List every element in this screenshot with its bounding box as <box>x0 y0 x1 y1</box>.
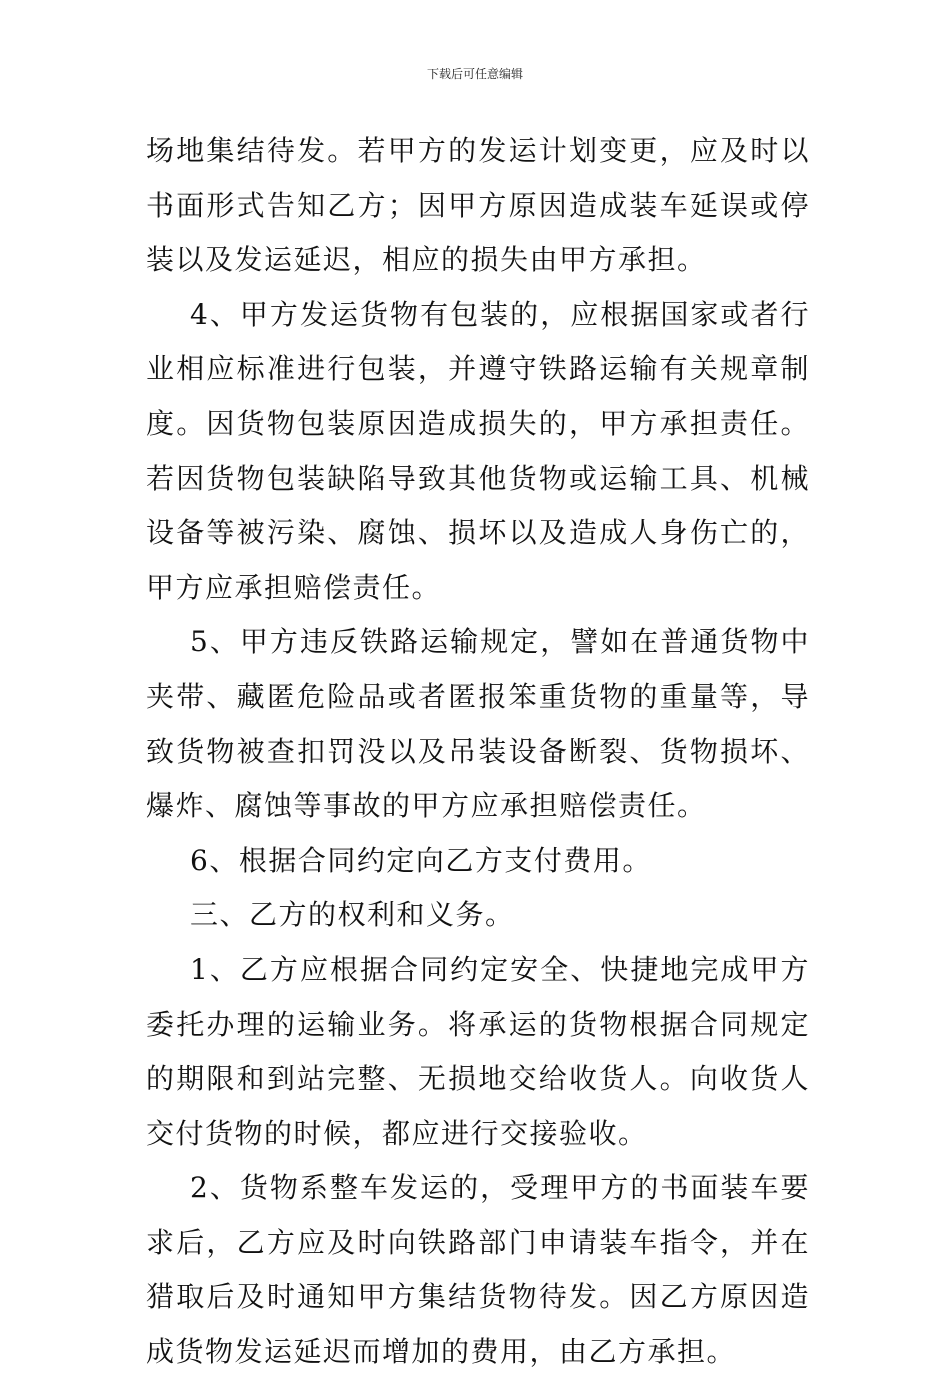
paragraph-continuation: 场地集结待发。若甲方的发运计划变更，应及时以书面形式告知乙方；因甲方原因造成装车延误或停装以及发运延迟，相应的损失由甲方承担。 <box>146 134 810 277</box>
paragraph-item-4: 4、甲方发运货物有包装的，应根据国家或者行业相应标准进行包装，并遵守铁路运输有关规章制度。因货物包装原因造成损失的，甲方承担责任。若因货物包装缺陷导致其他货物或运输工具、机械设备等被污染、腐蚀、损坏以及造成人身伤亡的，甲方应承担赔偿责任。 <box>146 297 810 604</box>
document-body <box>146 124 810 1380</box>
paragraph-item-5: 5、甲方违反铁路运输规定，譬如在普通货物中夹带、藏匿危险品或者匿报笨重货物的重量等，导致货物被查扣罚没以及吊装设备断裂、货物损坏、爆炸、腐蚀等事故的甲方应承担赔偿责任。 <box>146 625 810 823</box>
page-header: 下载后可任意编辑 <box>426 67 523 81</box>
paragraph-b-item-2: 2、货物系整车发运的，受理甲方的书面装车要求后，乙方应及时向铁路部门申请装车指令，并在猎取后及时通知甲方集结货物待发。因乙方原因造成货物发运延迟而增加的费用，由乙方承担。 <box>146 1171 810 1369</box>
paragraph-b-item-1: 1、乙方应根据合同约定安全、快捷地完成甲方委托办理的运输业务。将承运的货物根据合同规定的期限和到站完整、无损地交给收货人。向收货人交付货物的时候，都应进行交接验收。 <box>146 952 810 1150</box>
paragraph-item-6: 6、根据合同约定向乙方支付费用。 <box>190 843 652 877</box>
section-heading-party-b: 三、乙方的权利和义务。 <box>190 898 515 932</box>
